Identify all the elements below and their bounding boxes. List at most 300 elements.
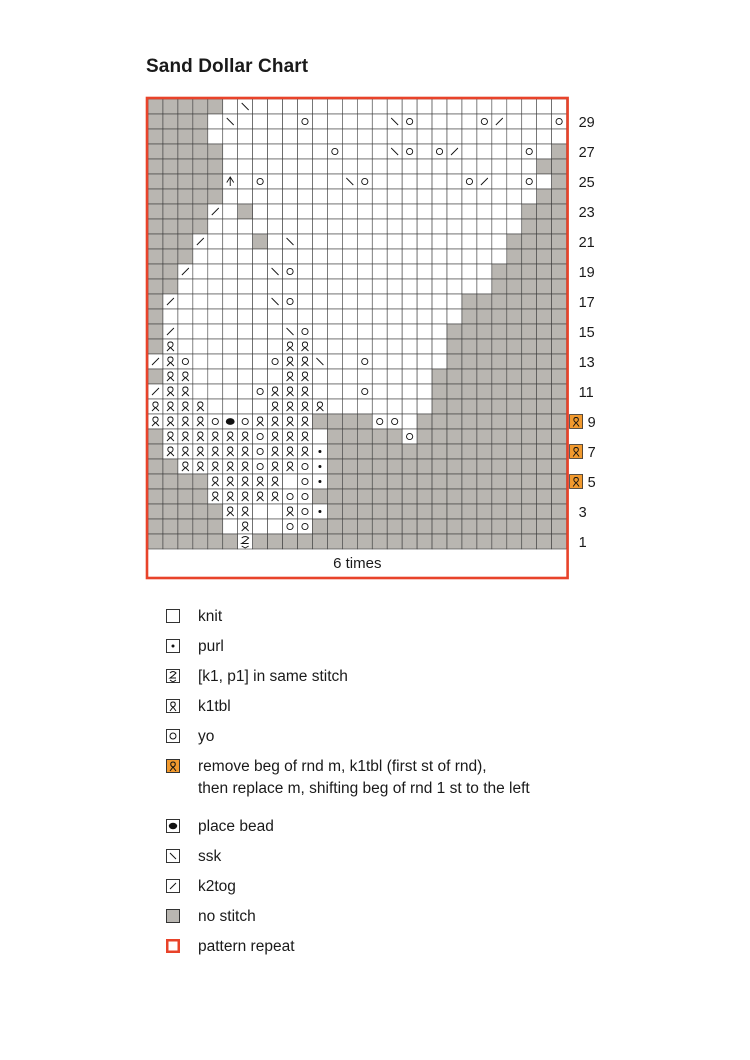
chart-cell-knit <box>447 279 462 294</box>
chart-cell-no-stitch <box>537 159 552 174</box>
chart-cell-knit <box>492 189 507 204</box>
chart-cell-k2tog <box>163 324 178 339</box>
chart-cell-k1tbl <box>298 354 313 369</box>
chart-cell-no-stitch <box>148 189 163 204</box>
chart-cell-knit <box>522 99 537 114</box>
legend-label: yo <box>198 728 215 745</box>
chart-cell-no-stitch <box>462 519 477 534</box>
chart-cell-knit <box>387 279 402 294</box>
chart-cell-knit <box>432 324 447 339</box>
chart-cell-k1tbl <box>268 399 283 414</box>
chart-cell-knit <box>253 324 268 339</box>
row-number-label: 23 <box>578 205 595 221</box>
chart-cell-k1tbl <box>238 504 253 519</box>
chart-cell-no-stitch <box>148 114 163 129</box>
chart-cell-knit <box>492 129 507 144</box>
chart-cell-knit <box>387 309 402 324</box>
chart-cell-k1tbl <box>253 414 268 429</box>
chart-cell-yo <box>387 414 402 429</box>
chart-cell-no-stitch <box>522 534 537 549</box>
chart-cell-knit <box>387 204 402 219</box>
chart-cell-knit <box>417 219 432 234</box>
chart-cell-knit <box>268 324 283 339</box>
legend-item-k2tog <box>166 876 236 898</box>
chart-cell-knit <box>492 99 507 114</box>
chart-cell-k1tbl <box>238 519 253 534</box>
chart-cell-no-stitch <box>148 279 163 294</box>
chart-cell-k2tog <box>477 174 492 189</box>
chart-cell-knit <box>522 114 537 129</box>
chart-cell-no-stitch <box>178 129 193 144</box>
chart-cell-no-stitch <box>447 429 462 444</box>
chart-cell-knit <box>327 324 342 339</box>
chart-cell-no-stitch <box>522 219 537 234</box>
chart-cell-knit <box>507 204 522 219</box>
chart-cell-no-stitch <box>462 429 477 444</box>
chart-cell-no-stitch <box>462 474 477 489</box>
chart-cell-no-stitch <box>178 159 193 174</box>
chart-cell-knit <box>387 249 402 264</box>
row-number-label: 11 <box>578 385 594 401</box>
chart-cell-knit <box>268 219 283 234</box>
chart-cell-no-stitch <box>447 414 462 429</box>
chart-cell-knit <box>372 309 387 324</box>
chart-cell-no-stitch <box>447 369 462 384</box>
chart-cell-k1tbl <box>298 444 313 459</box>
chart-cell-knit <box>238 219 253 234</box>
chart-cell-no-stitch <box>462 459 477 474</box>
chart-cell-knit <box>208 309 223 324</box>
chart-cell-knit <box>372 129 387 144</box>
chart-cell-yo <box>208 414 223 429</box>
chart-cell-knit <box>372 204 387 219</box>
chart-cell-no-stitch <box>492 519 507 534</box>
chart-cell-knit <box>372 219 387 234</box>
chart-cell-yo <box>298 114 313 129</box>
chart-cell-k1tbl <box>163 369 178 384</box>
k1tbl-icon <box>166 699 180 713</box>
chart-cell-knit <box>223 99 238 114</box>
chart-cell-no-stitch <box>208 534 223 549</box>
chart-cell-no-stitch <box>402 474 417 489</box>
chart-cell-no-stitch <box>148 429 163 444</box>
chart-cell-knit <box>522 189 537 204</box>
chart-cell-knit <box>357 294 372 309</box>
chart-cell-knit <box>372 114 387 129</box>
row-number-label: 19 <box>578 265 595 281</box>
chart-cell-k1tbl <box>193 459 208 474</box>
legend-item-ssk <box>166 846 221 868</box>
chart-cell-knit <box>402 369 417 384</box>
chart-cell-no-stitch <box>327 504 342 519</box>
chart-cell-knit <box>417 324 432 339</box>
chart-cell-no-stitch <box>477 534 492 549</box>
chart-cell-yo <box>238 414 253 429</box>
chart-cell-knit <box>327 384 342 399</box>
chart-cell-no-stitch <box>507 489 522 504</box>
chart-cell-knit <box>432 294 447 309</box>
chart-cell-no-stitch <box>178 114 193 129</box>
chart-cell-knit <box>312 324 327 339</box>
orange-k1tbl-marker <box>570 445 583 459</box>
chart-cell-no-stitch <box>193 534 208 549</box>
chart-cell-yo <box>462 174 477 189</box>
chart-cell-knit <box>238 264 253 279</box>
legend-label: pattern repeat <box>198 938 295 955</box>
chart-cell-purl <box>312 474 327 489</box>
chart-cell-no-stitch <box>462 489 477 504</box>
chart-cell-knit <box>357 234 372 249</box>
row-number-label: 25 <box>578 175 595 191</box>
chart-cell-no-stitch <box>522 459 537 474</box>
chart-cell-knit <box>387 159 402 174</box>
chart-cell-no-stitch <box>253 534 268 549</box>
chart-cell-no-stitch <box>327 459 342 474</box>
chart-cell-no-stitch <box>148 99 163 114</box>
chart-cell-knit <box>432 339 447 354</box>
chart-cell-k1tbl <box>238 474 253 489</box>
chart-cell-knit <box>223 369 238 384</box>
chart-cell-knit <box>193 354 208 369</box>
chart-cell-knit <box>327 234 342 249</box>
chart-cell-no-stitch <box>387 504 402 519</box>
chart-cell-k1tbl <box>238 444 253 459</box>
row-number-label: 1 <box>578 535 587 551</box>
chart-cell-k1tbl <box>223 444 238 459</box>
chart-cell-no-stitch <box>148 204 163 219</box>
chart-cell-knit <box>462 129 477 144</box>
chart-cell-no-stitch <box>522 474 537 489</box>
chart-cell-no-stitch <box>163 504 178 519</box>
chart-cell-no-stitch <box>432 384 447 399</box>
chart-cell-no-stitch <box>477 414 492 429</box>
chart-cell-ssk <box>387 144 402 159</box>
chart-cell-k1tbl <box>312 399 327 414</box>
chart-cell-k1tbl <box>238 429 253 444</box>
chart-cell-knit <box>193 279 208 294</box>
chart-cell-knit <box>492 174 507 189</box>
chart-cell-ssk <box>283 324 298 339</box>
chart-cell-no-stitch <box>507 534 522 549</box>
chart-cell-knit <box>552 99 567 114</box>
chart-cell-knit <box>357 204 372 219</box>
chart-cell-knit <box>238 129 253 144</box>
chart-cell-no-stitch <box>417 444 432 459</box>
chart-cell-no-stitch <box>432 504 447 519</box>
chart-cell-no-stitch <box>387 429 402 444</box>
chart-cell-no-stitch <box>163 159 178 174</box>
chart-cell-k1tbl <box>178 384 193 399</box>
chart-cell-knit <box>268 204 283 219</box>
chart-cell-no-stitch <box>193 114 208 129</box>
chart-cell-no-stitch <box>462 294 477 309</box>
chart-cell-no-stitch <box>342 429 357 444</box>
chart-cell-knit <box>462 114 477 129</box>
chart-cell-knit <box>432 129 447 144</box>
chart-cell-knit <box>432 174 447 189</box>
chart-cell-knit <box>223 384 238 399</box>
chart-cell-knit <box>492 204 507 219</box>
chart-cell-knit <box>312 174 327 189</box>
chart-cell-knit <box>253 204 268 219</box>
chart-cell-knit <box>462 204 477 219</box>
chart-cell-k1tbl <box>178 414 193 429</box>
chart-cell-no-stitch <box>522 279 537 294</box>
chart-cell-knit <box>387 174 402 189</box>
chart-cell-no-stitch <box>432 534 447 549</box>
chart-cell-knit <box>238 384 253 399</box>
legend-item-bead <box>166 816 274 838</box>
chart-cell-knit <box>253 369 268 384</box>
chart-cell-knit <box>402 294 417 309</box>
chart-cell-k1tbl <box>298 414 313 429</box>
chart-cell-no-stitch <box>268 534 283 549</box>
chart-cell-knit <box>238 234 253 249</box>
chart-cell-no-stitch <box>312 489 327 504</box>
chart-cell-knit <box>298 234 313 249</box>
chart-cell-no-stitch <box>537 534 552 549</box>
chart-cell-no-stitch <box>387 474 402 489</box>
chart-cell-no-stitch <box>178 489 193 504</box>
chart-cell-no-stitch <box>178 189 193 204</box>
chart-cell-no-stitch <box>477 489 492 504</box>
chart-cell-knit <box>477 249 492 264</box>
chart-cell-knit <box>283 474 298 489</box>
chart-cell-knit <box>387 339 402 354</box>
chart-cell-knit <box>238 294 253 309</box>
chart-cell-knit <box>417 294 432 309</box>
chart-cell-no-stitch <box>477 294 492 309</box>
chart-cell-no-stitch <box>507 474 522 489</box>
chart-cell-no-stitch <box>208 504 223 519</box>
chart-cell-knit <box>327 114 342 129</box>
chart-cell-knit <box>342 159 357 174</box>
chart-cell-no-stitch <box>148 309 163 324</box>
chart-cell-knit <box>387 354 402 369</box>
chart-cell-knit <box>283 99 298 114</box>
chart-cell-knit <box>372 159 387 174</box>
chart-cell-knit <box>477 234 492 249</box>
chart-cell-knit <box>312 99 327 114</box>
chart-cell-knit <box>253 399 268 414</box>
chart-cell-k1tbl <box>268 459 283 474</box>
chart-cell-knit <box>238 144 253 159</box>
chart-cell-knit <box>283 309 298 324</box>
chart-cell-knit <box>268 189 283 204</box>
chart-cell-no-stitch <box>552 534 567 549</box>
chart-cell-no-stitch <box>447 489 462 504</box>
chart-cell-knit <box>507 189 522 204</box>
chart-cell-knit <box>193 294 208 309</box>
chart-cell-knit <box>298 264 313 279</box>
chart-cell-knit <box>357 189 372 204</box>
chart-cell-knit <box>432 99 447 114</box>
chart-cell-knit <box>268 309 283 324</box>
chart-cell-knit <box>342 294 357 309</box>
chart-cell-k2tog <box>148 354 163 369</box>
chart-cell-knit <box>298 159 313 174</box>
chart-cell-no-stitch <box>477 399 492 414</box>
chart-cell-no-stitch <box>552 444 567 459</box>
chart-cell-yo <box>178 354 193 369</box>
chart-cell-ssk <box>268 294 283 309</box>
chart-cell-knit <box>477 189 492 204</box>
chart-cell-ssk <box>268 264 283 279</box>
chart-cell-knit <box>462 144 477 159</box>
chart-cell-knit <box>268 159 283 174</box>
chart-cell-no-stitch <box>492 279 507 294</box>
chart-cell-knit <box>507 159 522 174</box>
chart-cell-ssk <box>238 99 253 114</box>
chart-cell-no-stitch <box>193 474 208 489</box>
chart-cell-no-stitch <box>552 144 567 159</box>
chart-cell-knit <box>223 249 238 264</box>
chart-cell-no-stitch <box>447 384 462 399</box>
chart-cell-knit <box>193 339 208 354</box>
chart-cell-k1tbl <box>283 354 298 369</box>
chart-cell-place-bead <box>223 414 238 429</box>
chart-cell-knit <box>492 249 507 264</box>
chart-cell-no-stitch <box>492 354 507 369</box>
chart-cell-knit <box>223 159 238 174</box>
chart-cell-knit <box>417 204 432 219</box>
chart-cell-knit <box>253 279 268 294</box>
chart-cell-no-stitch <box>148 264 163 279</box>
chart-cell-knit <box>283 204 298 219</box>
chart-cell-knit <box>312 309 327 324</box>
chart-cell-knit <box>402 159 417 174</box>
chart-cell-no-stitch <box>193 129 208 144</box>
chart-cell-no-stitch <box>492 309 507 324</box>
chart-cell-knit <box>178 309 193 324</box>
chart-cell-knit <box>372 339 387 354</box>
chart-cell-no-stitch <box>537 369 552 384</box>
chart-cell-no-stitch <box>327 519 342 534</box>
chart-cell-knit <box>298 189 313 204</box>
chart-cell-no-stitch <box>477 504 492 519</box>
chart-cell-knit <box>327 294 342 309</box>
chart-cell-knit <box>223 264 238 279</box>
row-number-label: 29 <box>578 115 595 131</box>
chart-cell-knit <box>342 114 357 129</box>
chart-cell-knit <box>208 279 223 294</box>
chart-cell-no-stitch <box>432 474 447 489</box>
chart-cell-k2tog <box>148 384 163 399</box>
chart-cell-knit <box>268 369 283 384</box>
chart-cell-knit <box>357 309 372 324</box>
chart-cell-no-stitch <box>432 369 447 384</box>
chart-cell-no-stitch <box>522 489 537 504</box>
chart-cell-knit <box>372 189 387 204</box>
chart-cell-no-stitch <box>342 504 357 519</box>
chart-cell-no-stitch <box>148 144 163 159</box>
chart-cell-no-stitch <box>372 459 387 474</box>
chart-cell-knit <box>402 279 417 294</box>
chart-cell-no-stitch <box>193 144 208 159</box>
row-number-label: 15 <box>578 325 595 341</box>
chart-cell-no-stitch <box>522 384 537 399</box>
chart-cell-no-stitch <box>552 504 567 519</box>
chart-cell-knit <box>312 429 327 444</box>
chart-cell-knit <box>253 354 268 369</box>
chart-cell-knit <box>432 204 447 219</box>
chart-cell-no-stitch <box>178 234 193 249</box>
chart-cell-knit <box>432 159 447 174</box>
chart-cell-k1tbl <box>163 384 178 399</box>
chart-cell-no-stitch <box>507 339 522 354</box>
chart-cell-knit <box>208 234 223 249</box>
chart-cell-knit <box>402 219 417 234</box>
chart-cell-knit <box>312 369 327 384</box>
chart-cell-knit <box>417 279 432 294</box>
chart-cell-knit <box>312 249 327 264</box>
chart-cell-knit <box>477 159 492 174</box>
chart-cell-no-stitch <box>477 459 492 474</box>
chart-cell-knit <box>417 189 432 204</box>
chart-cell-knit <box>312 114 327 129</box>
chart-cell-k1tbl <box>268 474 283 489</box>
chart-cell-no-stitch <box>552 414 567 429</box>
chart-cell-no-stitch <box>447 534 462 549</box>
chart-cell-no-stitch <box>492 339 507 354</box>
chart-cell-knit <box>238 399 253 414</box>
chart-cell-knit <box>312 204 327 219</box>
chart-cell-knit <box>283 279 298 294</box>
chart-cell-knit <box>507 219 522 234</box>
chart-cell-no-stitch <box>492 324 507 339</box>
chart-cell-knit <box>253 264 268 279</box>
chart-cell-no-stitch <box>208 144 223 159</box>
chart-cell-yo <box>402 429 417 444</box>
chart-cell-knit <box>402 174 417 189</box>
chart-cell-knit <box>253 159 268 174</box>
chart-cell-knit <box>223 234 238 249</box>
chart-cell-knit <box>223 519 238 534</box>
chart-cell-no-stitch <box>447 399 462 414</box>
chart-cell-no-stitch <box>462 399 477 414</box>
chart-cell-knit <box>253 519 268 534</box>
chart-cell-knit <box>327 174 342 189</box>
chart-cell-no-stitch <box>537 489 552 504</box>
chart-cell-yo <box>253 174 268 189</box>
chart-cell-no-stitch <box>507 414 522 429</box>
chart-cell-knit <box>432 189 447 204</box>
chart-cell-yo <box>298 324 313 339</box>
chart-cell-knit <box>238 114 253 129</box>
chart-cell-k1tbl <box>268 444 283 459</box>
chart-cell-knit <box>342 204 357 219</box>
row-number-label: 21 <box>578 235 595 251</box>
chart-cell-knit <box>462 264 477 279</box>
chart-cell-no-stitch <box>522 399 537 414</box>
chart-cell-knit <box>208 324 223 339</box>
chart-cell-no-stitch <box>417 504 432 519</box>
chart-cell-k1tbl <box>193 444 208 459</box>
chart-cell-no-stitch <box>492 294 507 309</box>
chart-cell-knit <box>417 354 432 369</box>
chart-cell-no-stitch <box>522 234 537 249</box>
chart-cell-yo <box>402 144 417 159</box>
chart-cell-no-stitch <box>357 444 372 459</box>
chart-cell-k1tbl <box>178 369 193 384</box>
chart-cell-no-stitch <box>357 414 372 429</box>
chart-cell-knit <box>387 99 402 114</box>
chart-cell-k1tbl <box>163 414 178 429</box>
chart-cell-knit <box>507 174 522 189</box>
chart-cell-k1tbl <box>223 489 238 504</box>
chart-cell-k1tbl <box>238 489 253 504</box>
chart-cell-no-stitch <box>447 519 462 534</box>
